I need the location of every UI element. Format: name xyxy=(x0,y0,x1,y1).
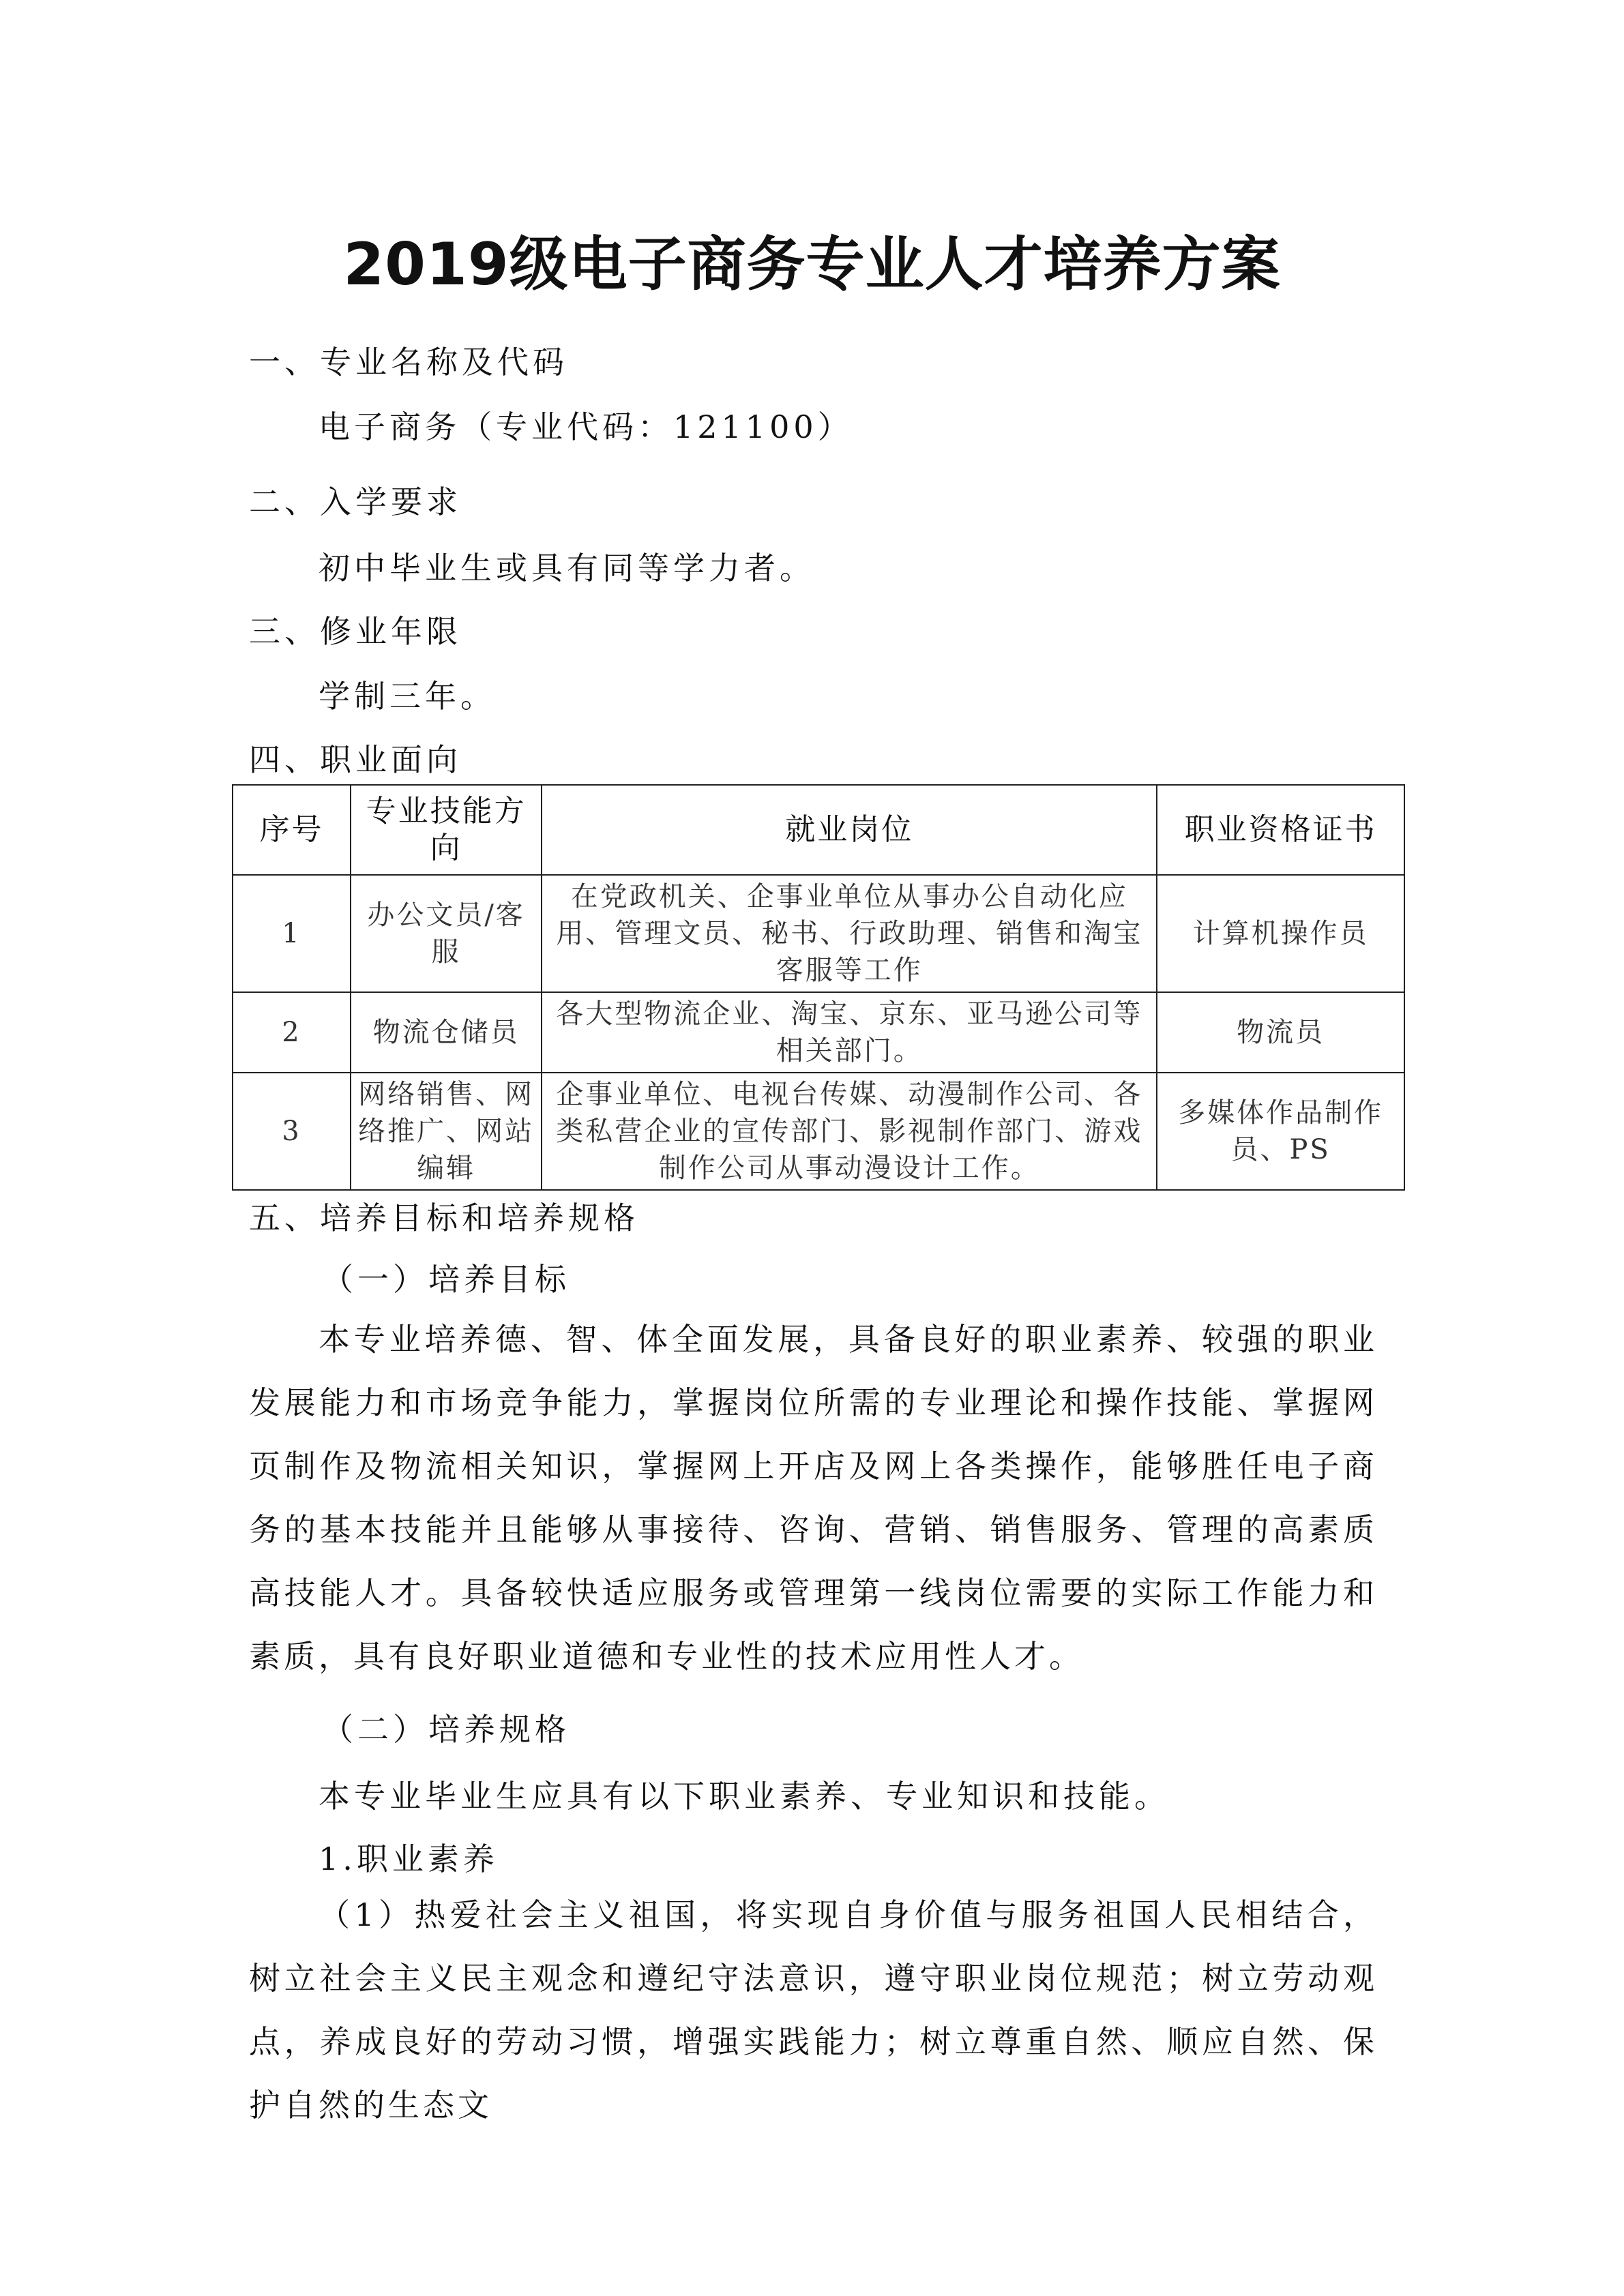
cell-direction: 物流仓储员 xyxy=(351,992,542,1073)
header-jobs: 就业岗位 xyxy=(542,785,1157,875)
section-3-text: 学制三年。 xyxy=(319,678,496,715)
cell-no: 3 xyxy=(233,1073,351,1190)
cell-cert: 计算机操作员 xyxy=(1157,875,1404,992)
table-row xyxy=(233,992,1404,1073)
occupation-table xyxy=(232,784,1405,1191)
cell-jobs: 在党政机关、企事业单位从事办公自动化应用、管理文员、秘书、行政助理、销售和淘宝客服等工作 xyxy=(542,875,1157,992)
cell-jobs: 企事业单位、电视台传媒、动漫制作公司、各类私营企业的宣传部门、影视制作部门、游戏制作公司从事动漫设计工作。 xyxy=(542,1073,1157,1190)
cell-cert: 物流员 xyxy=(1157,992,1404,1073)
section-2-heading: 二、入学要求 xyxy=(249,483,462,520)
header-no: 序号 xyxy=(233,785,351,875)
item-professional-quality: 1.职业素养 xyxy=(319,1840,499,1877)
section-1-heading: 一、专业名称及代码 xyxy=(249,344,568,381)
subsection-spec-heading: （二）培养规格 xyxy=(322,1711,570,1748)
page-title: 2019级电子商务专业人才培养方案 xyxy=(343,230,1281,299)
cell-cert: 多媒体作品制作员、PS xyxy=(1157,1073,1404,1190)
table-header-row xyxy=(233,785,1404,875)
subsection-goal-heading: （一）培养目标 xyxy=(322,1261,570,1298)
item-1-1-paragraph: （1）热爱社会主义祖国，将实现自身价值与服务祖国人民相结合，树立社会主义民主观念和遵纪守法意识，遵守职业岗位规范；树立劳动观点，养成良好的劳动习惯，增强实践能力；树立尊重自然、顺应自然、保护自然的生态文 xyxy=(249,1896,1378,2123)
section-1-text: 电子商务（专业代码：121100） xyxy=(319,408,853,445)
goal-paragraph: 本专业培养德、智、体全面发展，具备良好的职业素养、较强的职业发展能力和市场竞争能力，掌握岗位所需的专业理论和操作技能、掌握网页制作及物流相关知识，掌握网上开店及网上各类操作，能够胜任电子商务的基本技能并且能够从事接待、咨询、营销、销售服务、管理的高素质高技能人才。具备较快适应服务或管理第一线岗位需要的实际工作能力和素质，具有良好职业道德和专业性的技术应用性人才。 xyxy=(249,1321,1378,1675)
spec-intro: 本专业毕业生应具有以下职业素养、专业知识和技能。 xyxy=(319,1778,1170,1815)
cell-jobs: 各大型物流企业、淘宝、京东、亚马逊公司等相关部门。 xyxy=(542,992,1157,1073)
cell-direction: 办公文员/客服 xyxy=(351,875,542,992)
cell-direction: 网络销售、网络推广、网站编辑 xyxy=(351,1073,542,1190)
header-direction: 专业技能方向 xyxy=(351,785,542,875)
section-3-heading: 三、修业年限 xyxy=(249,613,462,650)
table-row xyxy=(233,875,1404,992)
cell-no: 2 xyxy=(233,992,351,1073)
section-5-heading: 五、培养目标和培养规格 xyxy=(249,1199,639,1236)
table-row xyxy=(233,1073,1404,1190)
section-4-heading: 四、职业面向 xyxy=(249,741,462,778)
header-cert: 职业资格证书 xyxy=(1157,785,1404,875)
section-2-text: 初中毕业生或具有同等学力者。 xyxy=(319,550,815,586)
cell-no: 1 xyxy=(233,875,351,992)
